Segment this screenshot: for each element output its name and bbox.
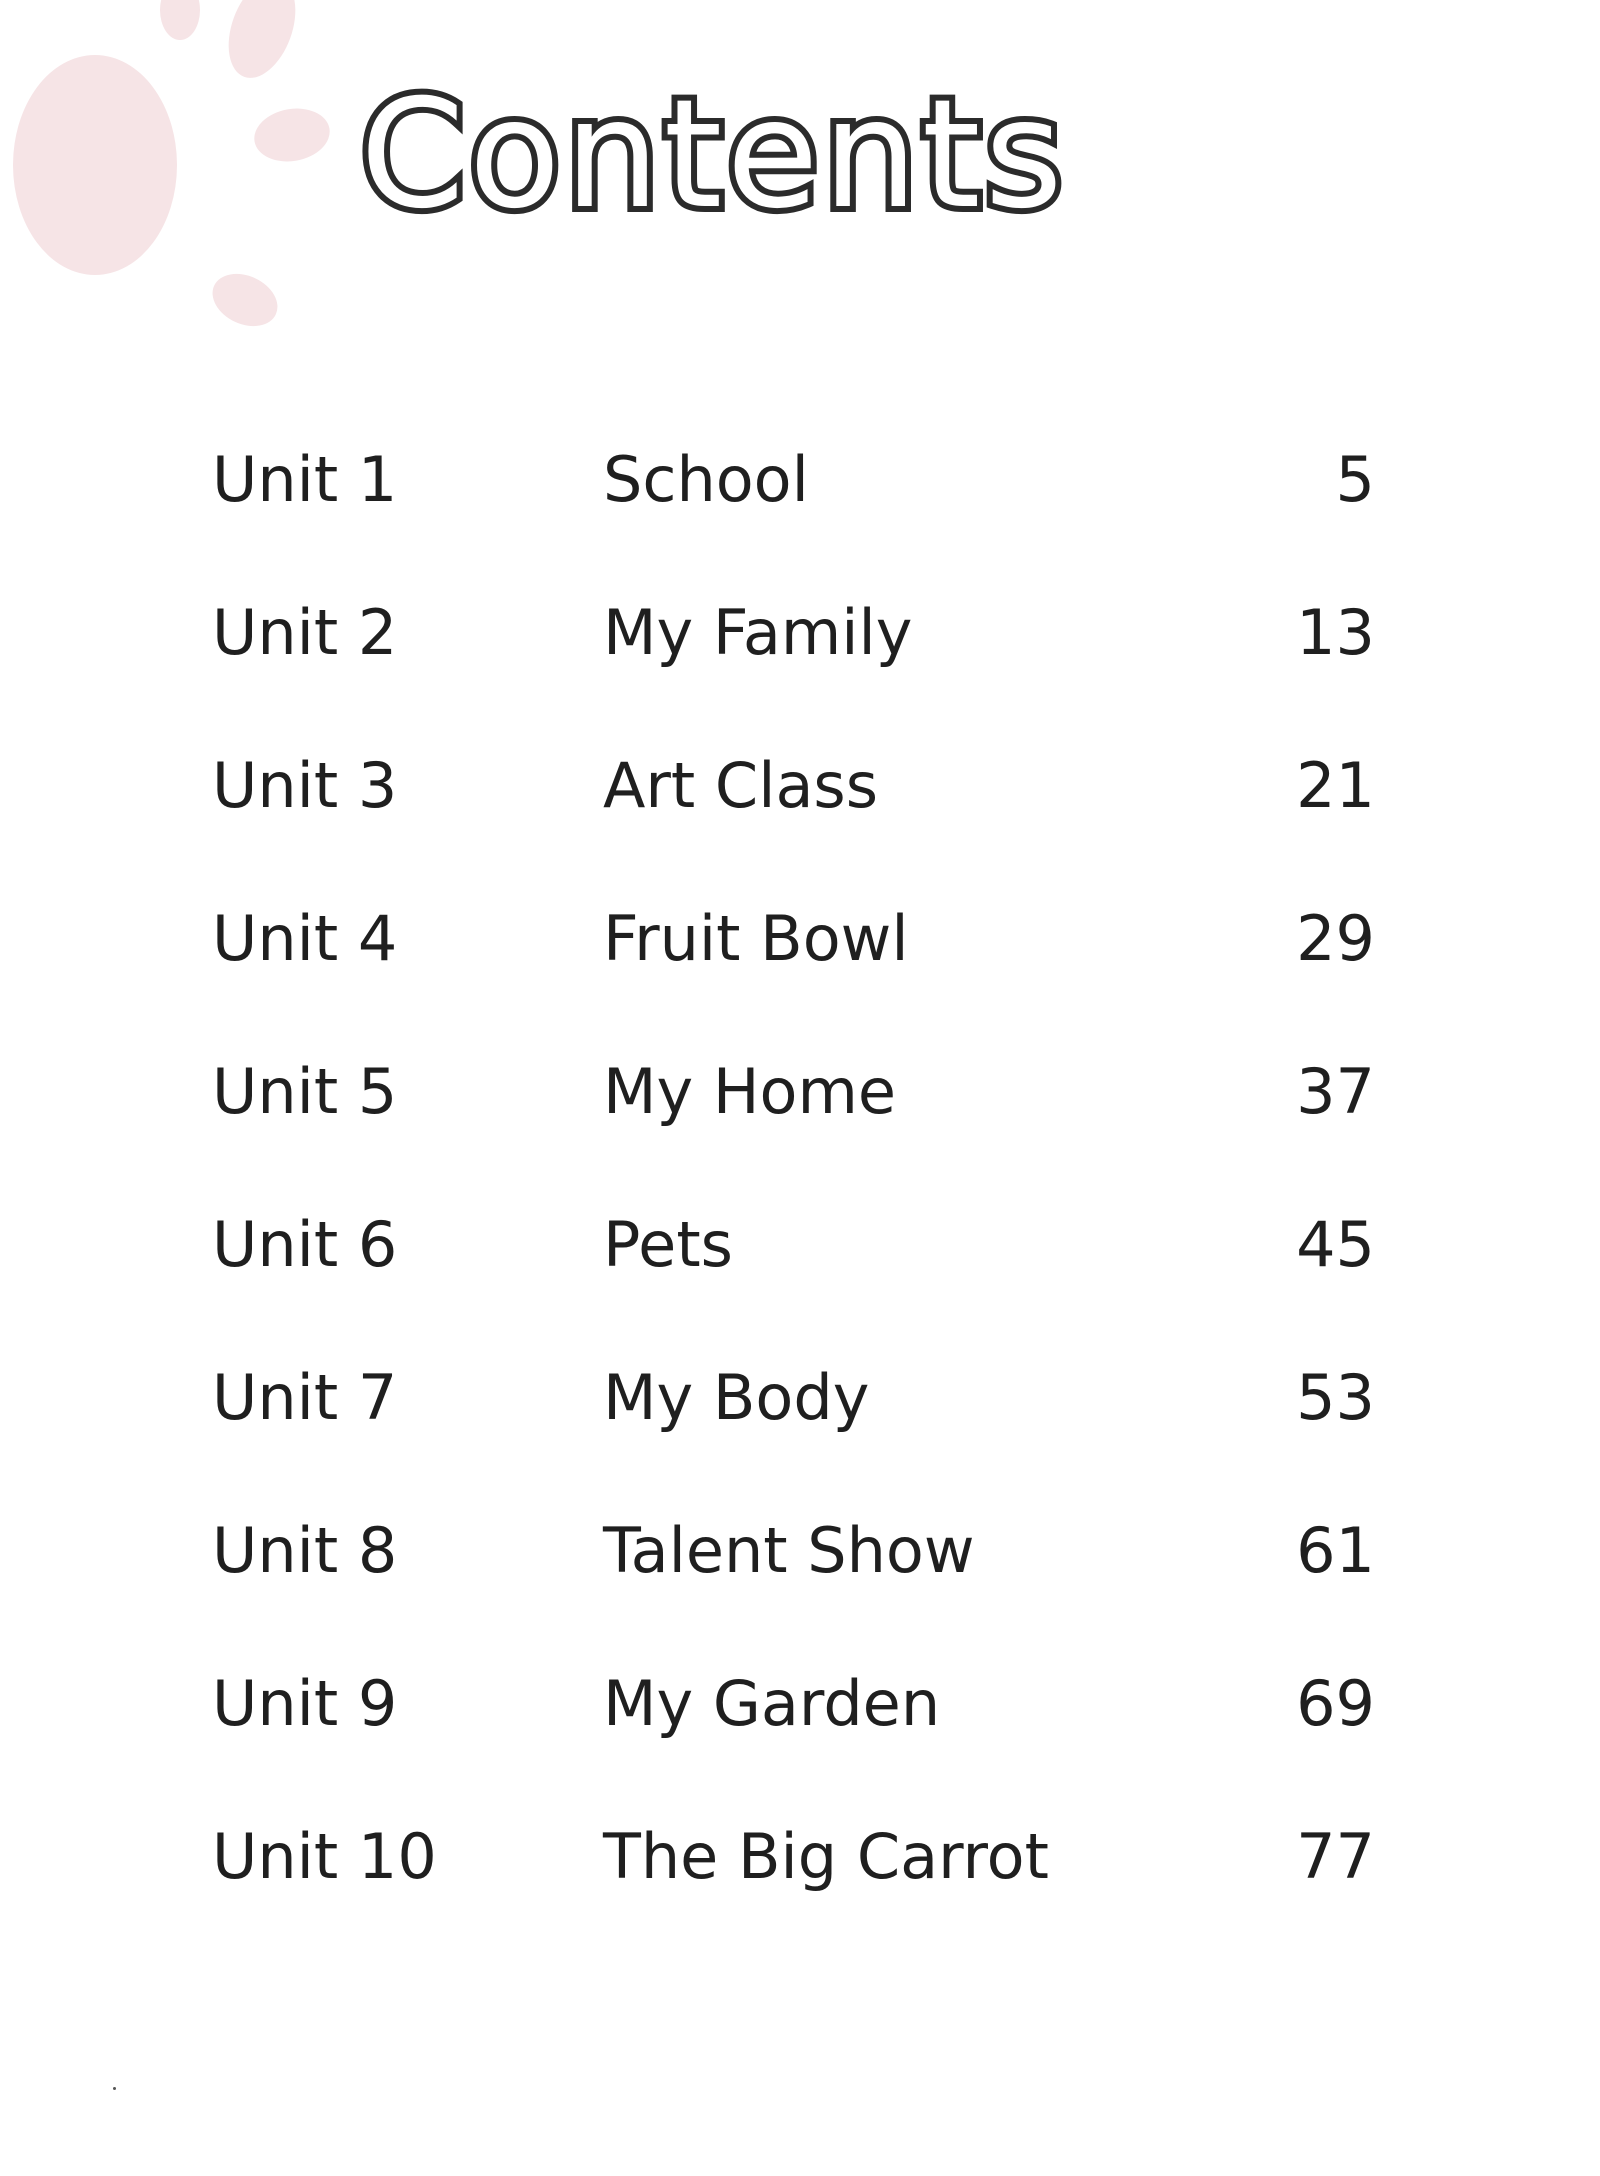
toc-entry[interactable]	[0, 1348, 1600, 1501]
unit-label: Unit 6	[212, 1208, 398, 1281]
table-of-contents	[0, 430, 1600, 1960]
unit-label: Unit 9	[212, 1667, 398, 1740]
toc-entry[interactable]	[0, 1807, 1600, 1960]
toc-entry[interactable]	[0, 1654, 1600, 1807]
unit-label: Unit 4	[212, 902, 398, 975]
unit-label: Unit 5	[212, 1055, 398, 1128]
page-number: 21	[1296, 749, 1375, 822]
page-number: 69	[1296, 1667, 1375, 1740]
page-number: 29	[1296, 902, 1375, 975]
page-number: 77	[1296, 1820, 1375, 1893]
paw-print-icon	[0, 0, 360, 360]
page-number: 53	[1296, 1361, 1375, 1434]
unit-label: Unit 1	[212, 443, 398, 516]
unit-title: Pets	[603, 1208, 733, 1281]
page-number: 45	[1296, 1208, 1375, 1281]
page-number: 5	[1335, 443, 1375, 516]
page-number: 37	[1296, 1055, 1375, 1128]
unit-label: Unit 7	[212, 1361, 398, 1434]
toc-entry[interactable]	[0, 1501, 1600, 1654]
toc-entry[interactable]	[0, 889, 1600, 1042]
toc-entry[interactable]	[0, 583, 1600, 736]
unit-label: Unit 8	[212, 1514, 398, 1587]
unit-title: My Home	[603, 1055, 896, 1128]
unit-title: Talent Show	[603, 1514, 975, 1587]
page-number: 61	[1296, 1514, 1375, 1587]
page-number: 13	[1296, 596, 1375, 669]
toc-entry[interactable]	[0, 430, 1600, 583]
unit-title: School	[603, 443, 809, 516]
unit-title: My Family	[603, 596, 913, 669]
page-title: Contents	[360, 68, 1067, 242]
unit-title: My Garden	[603, 1667, 941, 1740]
unit-title: Fruit Bowl	[603, 902, 909, 975]
unit-label: Unit 2	[212, 596, 398, 669]
unit-label: Unit 3	[212, 749, 398, 822]
toc-entry[interactable]	[0, 1195, 1600, 1348]
unit-title: My Body	[603, 1361, 870, 1434]
ink-speck	[113, 2087, 116, 2090]
toc-entry[interactable]	[0, 1042, 1600, 1195]
toc-entry[interactable]	[0, 736, 1600, 889]
unit-label: Unit 10	[212, 1820, 437, 1893]
unit-title: The Big Carrot	[603, 1820, 1049, 1893]
unit-title: Art Class	[603, 749, 879, 822]
